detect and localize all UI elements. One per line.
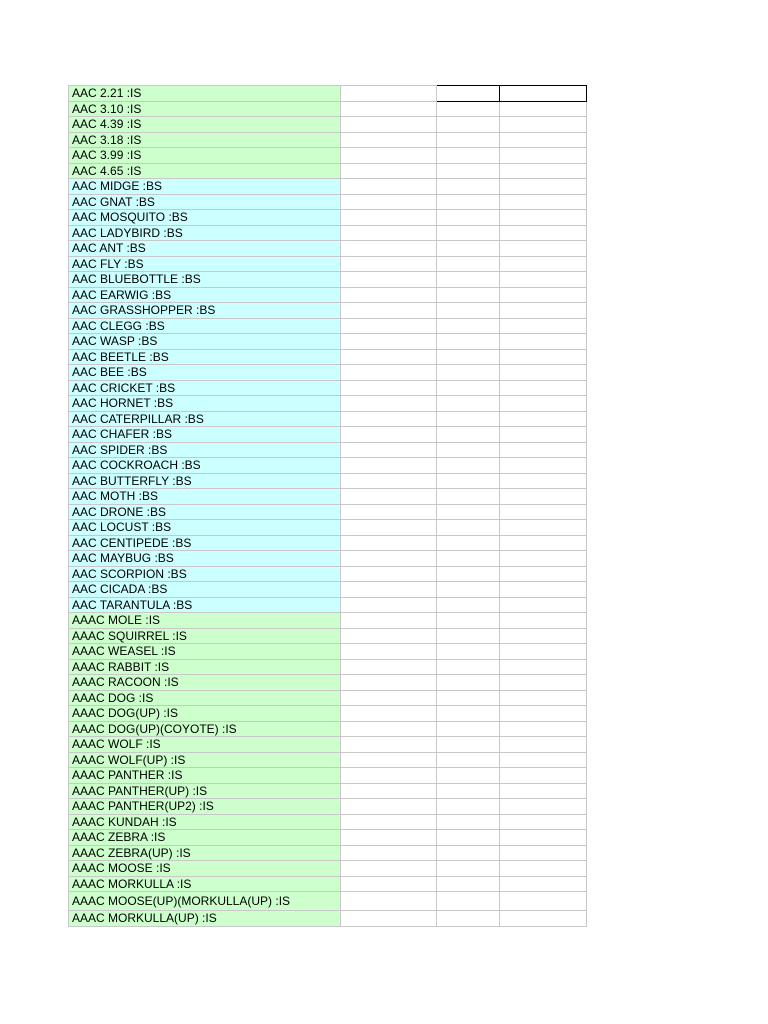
empty-cell[interactable] (341, 706, 437, 722)
empty-cell[interactable] (341, 396, 437, 412)
empty-cell[interactable] (437, 535, 500, 551)
row-label-cell[interactable]: AAC TARANTULA :BS (69, 597, 341, 613)
row-label-cell[interactable]: AAC BEETLE :BS (69, 349, 341, 365)
row-label-cell[interactable]: AAC COCKROACH :BS (69, 458, 341, 474)
table-row (69, 721, 587, 737)
table-row (69, 380, 587, 396)
empty-cell[interactable] (500, 427, 587, 443)
empty-cell[interactable] (341, 132, 437, 148)
empty-cell[interactable] (341, 380, 437, 396)
row-label-cell[interactable]: AAAC MOLE :IS (69, 613, 341, 629)
empty-cell[interactable] (341, 737, 437, 753)
table-row (69, 179, 587, 195)
empty-cell[interactable] (437, 163, 500, 179)
empty-cell[interactable] (341, 442, 437, 458)
empty-cell[interactable] (341, 86, 437, 102)
empty-cell[interactable] (341, 365, 437, 381)
table-row (69, 210, 587, 226)
row-label-cell[interactable]: AAC 4.65 :IS (69, 163, 341, 179)
empty-cell[interactable] (500, 814, 587, 830)
empty-cell[interactable] (500, 287, 587, 303)
empty-cell[interactable] (341, 349, 437, 365)
empty-cell[interactable] (500, 504, 587, 520)
empty-cell[interactable] (437, 210, 500, 226)
table-row (69, 117, 587, 133)
empty-cell[interactable] (437, 411, 500, 427)
empty-cell[interactable] (341, 752, 437, 768)
empty-cell[interactable] (500, 706, 587, 722)
table-row (69, 318, 587, 334)
empty-cell[interactable] (437, 179, 500, 195)
empty-cell[interactable] (341, 318, 437, 334)
empty-cell[interactable] (500, 830, 587, 846)
table-row (69, 737, 587, 753)
table-row (69, 442, 587, 458)
empty-cell[interactable] (341, 210, 437, 226)
empty-cell[interactable] (341, 241, 437, 257)
table-row (69, 675, 587, 691)
empty-cell[interactable] (437, 628, 500, 644)
empty-cell[interactable] (341, 303, 437, 319)
empty-cell[interactable] (437, 349, 500, 365)
row-label-cell[interactable]: AAAC MOOSE :IS (69, 861, 341, 877)
row-label-cell[interactable]: AAC 3.18 :IS (69, 132, 341, 148)
row-label-cell[interactable]: AAC 3.99 :IS (69, 148, 341, 164)
empty-cell[interactable] (341, 799, 437, 815)
table-row (69, 830, 587, 846)
empty-cell[interactable] (341, 194, 437, 210)
empty-cell[interactable] (437, 783, 500, 799)
row-label-cell[interactable]: AAAC PANTHER(UP) :IS (69, 783, 341, 799)
empty-cell[interactable] (500, 458, 587, 474)
empty-cell[interactable] (437, 706, 500, 722)
row-label-cell[interactable]: AAC MAYBUG :BS (69, 551, 341, 567)
row-label-cell[interactable]: AAAC DOG(UP)(COYOTE) :IS (69, 721, 341, 737)
row-label-cell[interactable]: AAC 3.10 :IS (69, 101, 341, 117)
table-row (69, 799, 587, 815)
row-label-cell[interactable]: AAAC MORKULLA(UP) :IS (69, 911, 341, 927)
empty-cell[interactable] (500, 566, 587, 582)
empty-cell[interactable] (341, 597, 437, 613)
empty-cell[interactable] (500, 535, 587, 551)
row-label-cell[interactable]: AAC SPIDER :BS (69, 442, 341, 458)
empty-cell[interactable] (341, 768, 437, 784)
row-label-cell[interactable]: AAC BEE :BS (69, 365, 341, 381)
table-row (69, 225, 587, 241)
empty-cell[interactable] (500, 861, 587, 877)
table-row (69, 489, 587, 505)
empty-cell[interactable] (341, 845, 437, 861)
table-row (69, 148, 587, 164)
empty-cell[interactable] (437, 675, 500, 691)
table-row (69, 659, 587, 675)
table-row (69, 690, 587, 706)
empty-cell[interactable] (500, 303, 587, 319)
row-label-cell[interactable]: AAC GRASSHOPPER :BS (69, 303, 341, 319)
empty-cell[interactable] (437, 551, 500, 567)
empty-cell[interactable] (341, 644, 437, 660)
row-label-cell[interactable]: AAAC RACOON :IS (69, 675, 341, 691)
empty-cell[interactable] (500, 210, 587, 226)
empty-cell[interactable] (341, 101, 437, 117)
empty-cell[interactable] (500, 241, 587, 257)
empty-cell[interactable] (500, 911, 587, 927)
row-label-cell[interactable]: AAC CLEGG :BS (69, 318, 341, 334)
empty-cell[interactable] (437, 334, 500, 350)
empty-cell[interactable] (437, 380, 500, 396)
empty-cell[interactable] (500, 318, 587, 334)
table-row (69, 473, 587, 489)
table-row (69, 876, 587, 892)
row-label-cell[interactable]: AAC LADYBIRD :BS (69, 225, 341, 241)
row-label-cell[interactable]: AAC ANT :BS (69, 241, 341, 257)
row-label-cell[interactable]: AAAC SQUIRREL :IS (69, 628, 341, 644)
empty-cell[interactable] (437, 272, 500, 288)
empty-cell[interactable] (500, 659, 587, 675)
row-label-cell[interactable]: AAAC WEASEL :IS (69, 644, 341, 660)
empty-cell[interactable] (341, 628, 437, 644)
empty-cell[interactable] (500, 799, 587, 815)
empty-cell[interactable] (500, 752, 587, 768)
empty-cell[interactable] (500, 473, 587, 489)
table-row (69, 706, 587, 722)
empty-cell[interactable] (437, 520, 500, 536)
empty-cell[interactable] (500, 845, 587, 861)
empty-cell[interactable] (500, 628, 587, 644)
empty-cell[interactable] (500, 148, 587, 164)
table-row (69, 194, 587, 210)
table-row (69, 458, 587, 474)
table-row (69, 582, 587, 598)
table-row (69, 520, 587, 536)
empty-cell[interactable] (500, 179, 587, 195)
empty-cell[interactable] (500, 365, 587, 381)
empty-cell[interactable] (437, 427, 500, 443)
row-label-cell[interactable]: AAC EARWIG :BS (69, 287, 341, 303)
table-row (69, 504, 587, 520)
empty-cell[interactable] (437, 768, 500, 784)
empty-cell[interactable] (500, 442, 587, 458)
empty-cell[interactable] (500, 876, 587, 892)
empty-cell[interactable] (437, 566, 500, 582)
row-label-cell[interactable]: AAC FLY :BS (69, 256, 341, 272)
empty-cell[interactable] (341, 489, 437, 505)
empty-cell[interactable] (437, 117, 500, 133)
row-label-cell[interactable]: AAC BLUEBOTTLE :BS (69, 272, 341, 288)
row-label-cell[interactable]: AAC MOSQUITO :BS (69, 210, 341, 226)
empty-cell[interactable] (437, 241, 500, 257)
row-label-cell[interactable]: AAAC PANTHER :IS (69, 768, 341, 784)
empty-cell[interactable] (341, 876, 437, 892)
empty-cell[interactable] (500, 117, 587, 133)
row-label-cell[interactable]: AAC BUTTERFLY :BS (69, 473, 341, 489)
empty-cell[interactable] (437, 752, 500, 768)
table-row (69, 768, 587, 784)
table-row (69, 287, 587, 303)
empty-cell[interactable] (500, 551, 587, 567)
empty-cell[interactable] (437, 861, 500, 877)
empty-cell[interactable] (341, 551, 437, 567)
empty-cell[interactable] (437, 318, 500, 334)
empty-cell[interactable] (500, 225, 587, 241)
empty-cell[interactable] (341, 117, 437, 133)
empty-cell[interactable] (341, 582, 437, 598)
empty-cell[interactable] (500, 690, 587, 706)
empty-cell[interactable] (500, 132, 587, 148)
row-label-cell[interactable]: AAC SCORPION :BS (69, 566, 341, 582)
empty-cell[interactable] (341, 535, 437, 551)
spreadsheet-body (69, 86, 587, 927)
empty-cell[interactable] (437, 892, 500, 911)
table-row (69, 101, 587, 117)
row-label-cell[interactable]: AAAC MOOSE(UP)(MORKULLA(UP) :IS (69, 892, 341, 911)
table-row (69, 272, 587, 288)
row-label-cell[interactable]: AAC MOTH :BS (69, 489, 341, 505)
empty-cell[interactable] (437, 876, 500, 892)
empty-cell[interactable] (500, 411, 587, 427)
empty-cell[interactable] (500, 768, 587, 784)
empty-cell[interactable] (341, 256, 437, 272)
row-label-cell[interactable]: AAAC PANTHER(UP2) :IS (69, 799, 341, 815)
empty-cell[interactable] (500, 396, 587, 412)
row-label-cell[interactable]: AAC LOCUST :BS (69, 520, 341, 536)
table-row (69, 613, 587, 629)
empty-cell[interactable] (500, 256, 587, 272)
table-row (69, 163, 587, 179)
empty-cell[interactable] (437, 911, 500, 927)
row-label-cell[interactable]: AAAC WOLF :IS (69, 737, 341, 753)
empty-cell[interactable] (341, 566, 437, 582)
empty-cell[interactable] (437, 845, 500, 861)
row-label-cell[interactable]: AAAC RABBIT :IS (69, 659, 341, 675)
row-label-cell[interactable]: AAAC ZEBRA(UP) :IS (69, 845, 341, 861)
row-label-cell[interactable]: AAC MIDGE :BS (69, 179, 341, 195)
row-label-cell[interactable]: AAC 2.21 :IS (69, 86, 341, 102)
empty-cell[interactable] (341, 287, 437, 303)
table-row (69, 396, 587, 412)
empty-cell[interactable] (437, 814, 500, 830)
spreadsheet-table (68, 85, 587, 927)
empty-cell[interactable] (341, 721, 437, 737)
row-label-cell[interactable]: AAAC DOG(UP) :IS (69, 706, 341, 722)
empty-cell[interactable] (437, 830, 500, 846)
empty-cell[interactable] (341, 148, 437, 164)
empty-cell[interactable] (437, 737, 500, 753)
empty-cell[interactable] (500, 582, 587, 598)
empty-cell[interactable] (500, 675, 587, 691)
row-label-cell[interactable]: AAAC ZEBRA :IS (69, 830, 341, 846)
empty-cell[interactable] (437, 659, 500, 675)
empty-cell[interactable] (341, 861, 437, 877)
empty-cell[interactable] (341, 814, 437, 830)
table-row (69, 365, 587, 381)
row-label-cell[interactable]: AAC WASP :BS (69, 334, 341, 350)
empty-cell[interactable] (500, 334, 587, 350)
empty-cell[interactable] (437, 721, 500, 737)
empty-cell[interactable] (437, 458, 500, 474)
table-row (69, 644, 587, 660)
table-row (69, 892, 587, 911)
table-row (69, 349, 587, 365)
row-label-cell[interactable]: AAC CENTIPEDE :BS (69, 535, 341, 551)
table-row (69, 132, 587, 148)
table-row (69, 411, 587, 427)
empty-cell[interactable] (437, 132, 500, 148)
table-row (69, 334, 587, 350)
row-label-cell[interactable]: AAC CHAFER :BS (69, 427, 341, 443)
empty-cell[interactable] (341, 272, 437, 288)
empty-cell[interactable] (341, 504, 437, 520)
empty-cell[interactable] (341, 613, 437, 629)
empty-cell[interactable] (341, 675, 437, 691)
table-row (69, 861, 587, 877)
empty-cell[interactable] (437, 396, 500, 412)
row-label-cell[interactable]: AAAC MORKULLA :IS (69, 876, 341, 892)
table-row (69, 845, 587, 861)
table-row (69, 911, 587, 927)
empty-cell[interactable] (437, 613, 500, 629)
empty-cell[interactable] (437, 644, 500, 660)
table-row (69, 535, 587, 551)
empty-cell[interactable] (437, 225, 500, 241)
empty-cell[interactable] (500, 86, 587, 102)
table-row (69, 303, 587, 319)
empty-cell[interactable] (341, 334, 437, 350)
empty-cell[interactable] (437, 442, 500, 458)
empty-cell[interactable] (500, 194, 587, 210)
empty-cell[interactable] (500, 349, 587, 365)
empty-cell[interactable] (341, 179, 437, 195)
empty-cell[interactable] (437, 597, 500, 613)
empty-cell[interactable] (500, 101, 587, 117)
empty-cell[interactable] (437, 489, 500, 505)
empty-cell[interactable] (500, 380, 587, 396)
empty-cell[interactable] (500, 737, 587, 753)
empty-cell[interactable] (341, 830, 437, 846)
empty-cell[interactable] (341, 225, 437, 241)
empty-cell[interactable] (437, 194, 500, 210)
table-row (69, 566, 587, 582)
empty-cell[interactable] (437, 504, 500, 520)
empty-cell[interactable] (341, 783, 437, 799)
empty-cell[interactable] (500, 644, 587, 660)
table-row (69, 427, 587, 443)
table-row (69, 783, 587, 799)
empty-cell[interactable] (437, 303, 500, 319)
empty-cell[interactable] (437, 799, 500, 815)
empty-cell[interactable] (437, 148, 500, 164)
empty-cell[interactable] (437, 690, 500, 706)
table-row (69, 814, 587, 830)
empty-cell[interactable] (341, 427, 437, 443)
empty-cell[interactable] (500, 721, 587, 737)
table-row (69, 241, 587, 257)
empty-cell[interactable] (437, 101, 500, 117)
empty-cell[interactable] (341, 163, 437, 179)
row-label-cell[interactable]: AAC CATERPILLAR :BS (69, 411, 341, 427)
row-label-cell[interactable]: AAC CICADA :BS (69, 582, 341, 598)
empty-cell[interactable] (341, 411, 437, 427)
empty-cell[interactable] (341, 690, 437, 706)
empty-cell[interactable] (341, 911, 437, 927)
empty-cell[interactable] (500, 892, 587, 911)
table-row (69, 597, 587, 613)
empty-cell[interactable] (437, 256, 500, 272)
table-row (69, 628, 587, 644)
row-label-cell[interactable]: AAC 4.39 :IS (69, 117, 341, 133)
empty-cell[interactable] (341, 892, 437, 911)
row-label-cell[interactable]: AAC CRICKET :BS (69, 380, 341, 396)
empty-cell[interactable] (500, 783, 587, 799)
empty-cell[interactable] (437, 473, 500, 489)
row-label-cell[interactable]: AAAC WOLF(UP) :IS (69, 752, 341, 768)
row-label-cell[interactable]: AAAC DOG :IS (69, 690, 341, 706)
empty-cell[interactable] (437, 287, 500, 303)
empty-cell[interactable] (500, 272, 587, 288)
empty-cell[interactable] (341, 520, 437, 536)
empty-cell[interactable] (437, 86, 500, 102)
empty-cell[interactable] (500, 597, 587, 613)
table-row (69, 551, 587, 567)
row-label-cell[interactable]: AAC DRONE :BS (69, 504, 341, 520)
table-row (69, 752, 587, 768)
empty-cell[interactable] (437, 582, 500, 598)
table-row (69, 256, 587, 272)
empty-cell[interactable] (341, 473, 437, 489)
empty-cell[interactable] (500, 613, 587, 629)
row-label-cell[interactable]: AAC GNAT :BS (69, 194, 341, 210)
table-row (69, 86, 587, 102)
row-label-cell[interactable]: AAC HORNET :BS (69, 396, 341, 412)
empty-cell[interactable] (500, 163, 587, 179)
empty-cell[interactable] (500, 520, 587, 536)
empty-cell[interactable] (341, 458, 437, 474)
row-label-cell[interactable]: AAAC KUNDAH :IS (69, 814, 341, 830)
empty-cell[interactable] (437, 365, 500, 381)
empty-cell[interactable] (341, 659, 437, 675)
empty-cell[interactable] (500, 489, 587, 505)
